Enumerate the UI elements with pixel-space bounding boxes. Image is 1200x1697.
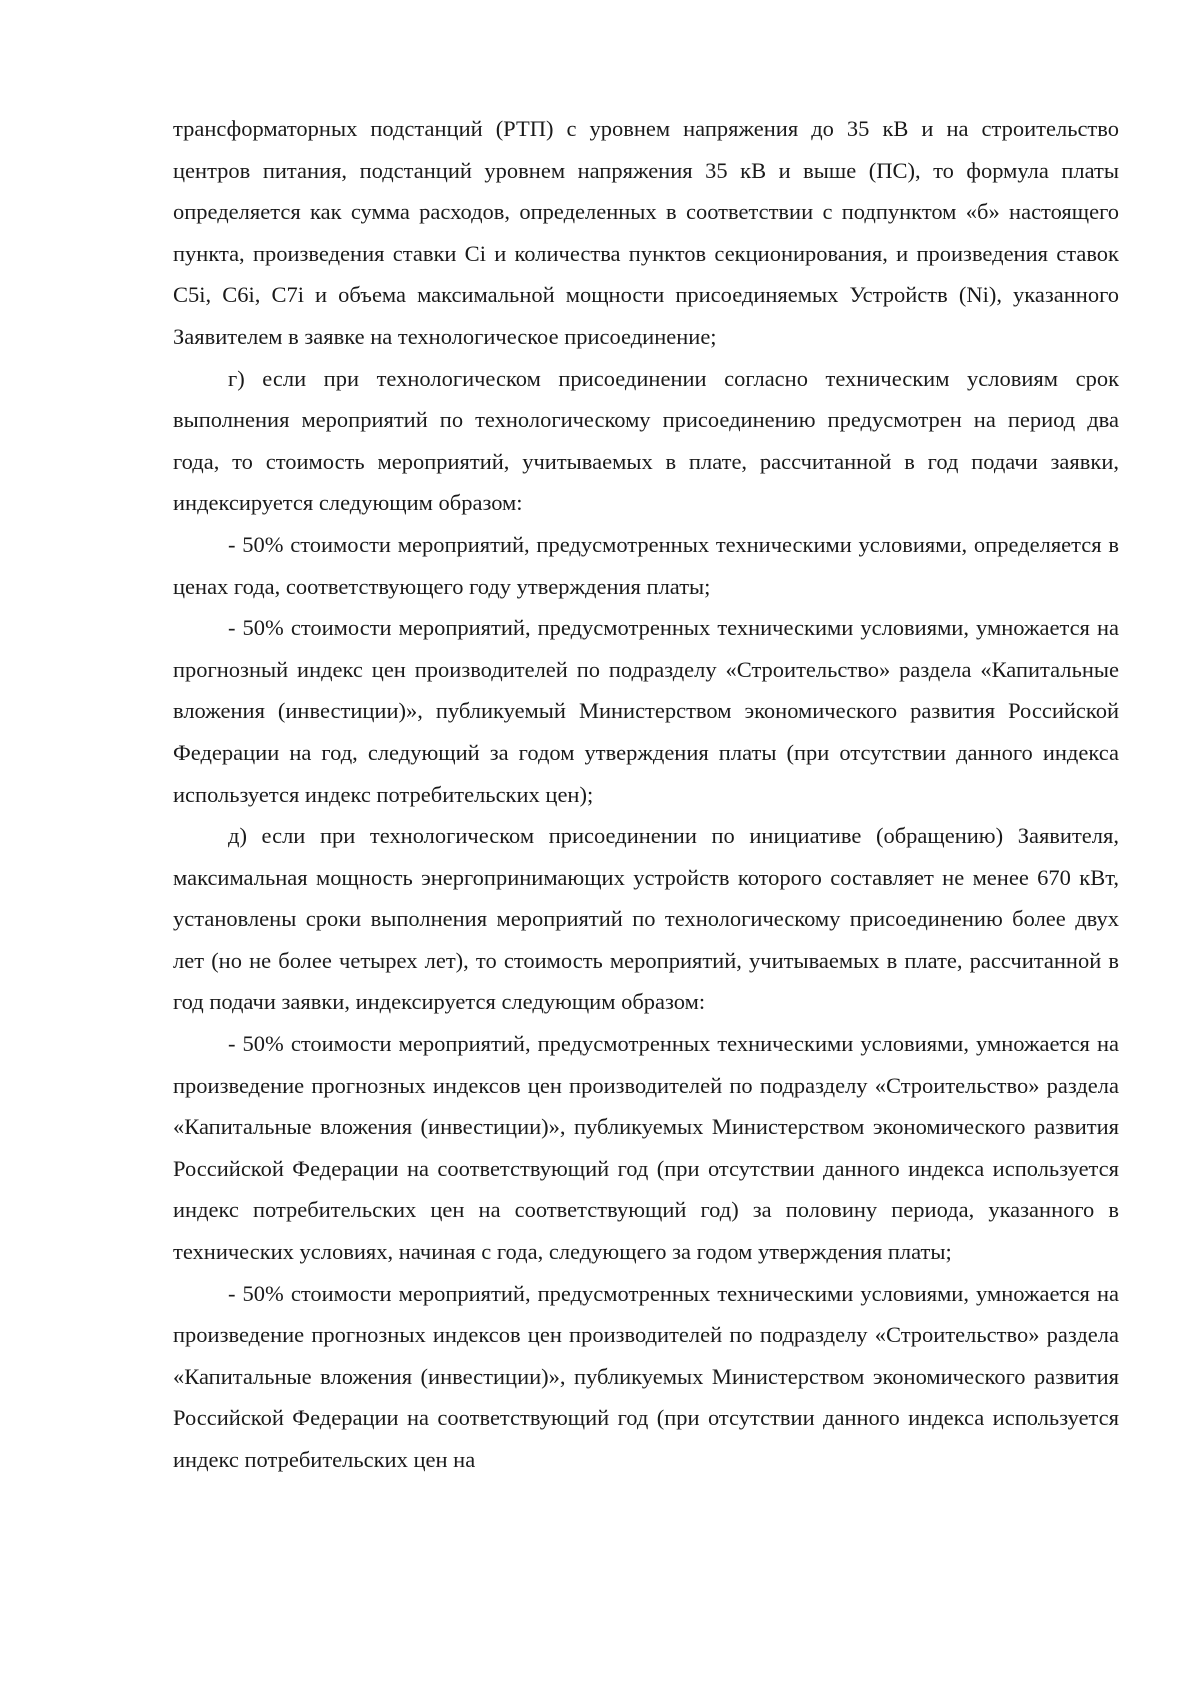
paragraph-dash-item-1: - 50% стоимости мероприятий, предусмотренных техническими условиями, определяется в ценах года, соответствующего году утверждения платы; [173,531,1119,599]
paragraph-item-g: г) если при технологическом присоединении согласно техническим условиям срок выполнения мероприятий по технологическому присоединению предусмотрен на период два года, то стоимость мероприятий, учитываемых в плате, рассчитанной в год подачи заявки, индексируется следующим образом: [173,365,1119,516]
paragraph-dash-item-2: - 50% стоимости мероприятий, предусмотренных техническими условиями, умножается на прогнозный индекс цен производителей по подразделу «Строительство» раздела «Капитальные вложения (инвестиции)», публикуемый Министерством экономического развития Российской Федерации на год, следующий за годом утверждения платы (при отсутствии данного индекса используется индекс потребительских цен); [173,615,1119,807]
paragraph-continuation: трансформаторных подстанций (РТП) с уровнем напряжения до 35 кВ и на строительство центров питания, подстанций уровнем напряжения 35 кВ и выше (ПС), то формула платы определяется как сумма расходов, определенных в соответствии с подпунктом «б» настоящего пункта, произведения ставки Ci и количества пунктов секционирования, и произведения ставок C5i, C6i, C7i и объема максимальной мощности присоединяемых Устройств (Ni), указанного Заявителем в заявке на технологическое присоединение; [173,116,1119,349]
document-body [173,108,1119,1481]
paragraph-item-d: д) если при технологическом присоединении по инициативе (обращению) Заявителя, максимальная мощность энергопринимающих устройств которого составляет не менее 670 кВт, установлены сроки выполнения мероприятий по технологическому присоединению более двух лет (но не более четырех лет), то стоимость мероприятий, учитываемых в плате, рассчитанной в год подачи заявки, индексируется следующим образом: [173,823,1119,1015]
paragraph-dash-item-4: - 50% стоимости мероприятий, предусмотренных техническими условиями, умножается на произведение прогнозных индексов цен производителей по подразделу «Строительство» раздела «Капитальные вложения (инвестиции)», публикуемых Министерством экономического развития Российской Федерации на соответствующий год (при отсутствии данного индекса используется индекс потребительских цен на [173,1280,1119,1472]
paragraph-dash-item-3: - 50% стоимости мероприятий, предусмотренных техническими условиями, умножается на произведение прогнозных индексов цен производителей по подразделу «Строительство» раздела «Капитальные вложения (инвестиции)», публикуемых Министерством экономического развития Российской Федерации на соответствующий год (при отсутствии данного индекса используется индекс потребительских цен на соответствующий год) за половину периода, указанного в технических условиях, начиная с года, следующего за годом утверждения платы; [173,1031,1119,1265]
